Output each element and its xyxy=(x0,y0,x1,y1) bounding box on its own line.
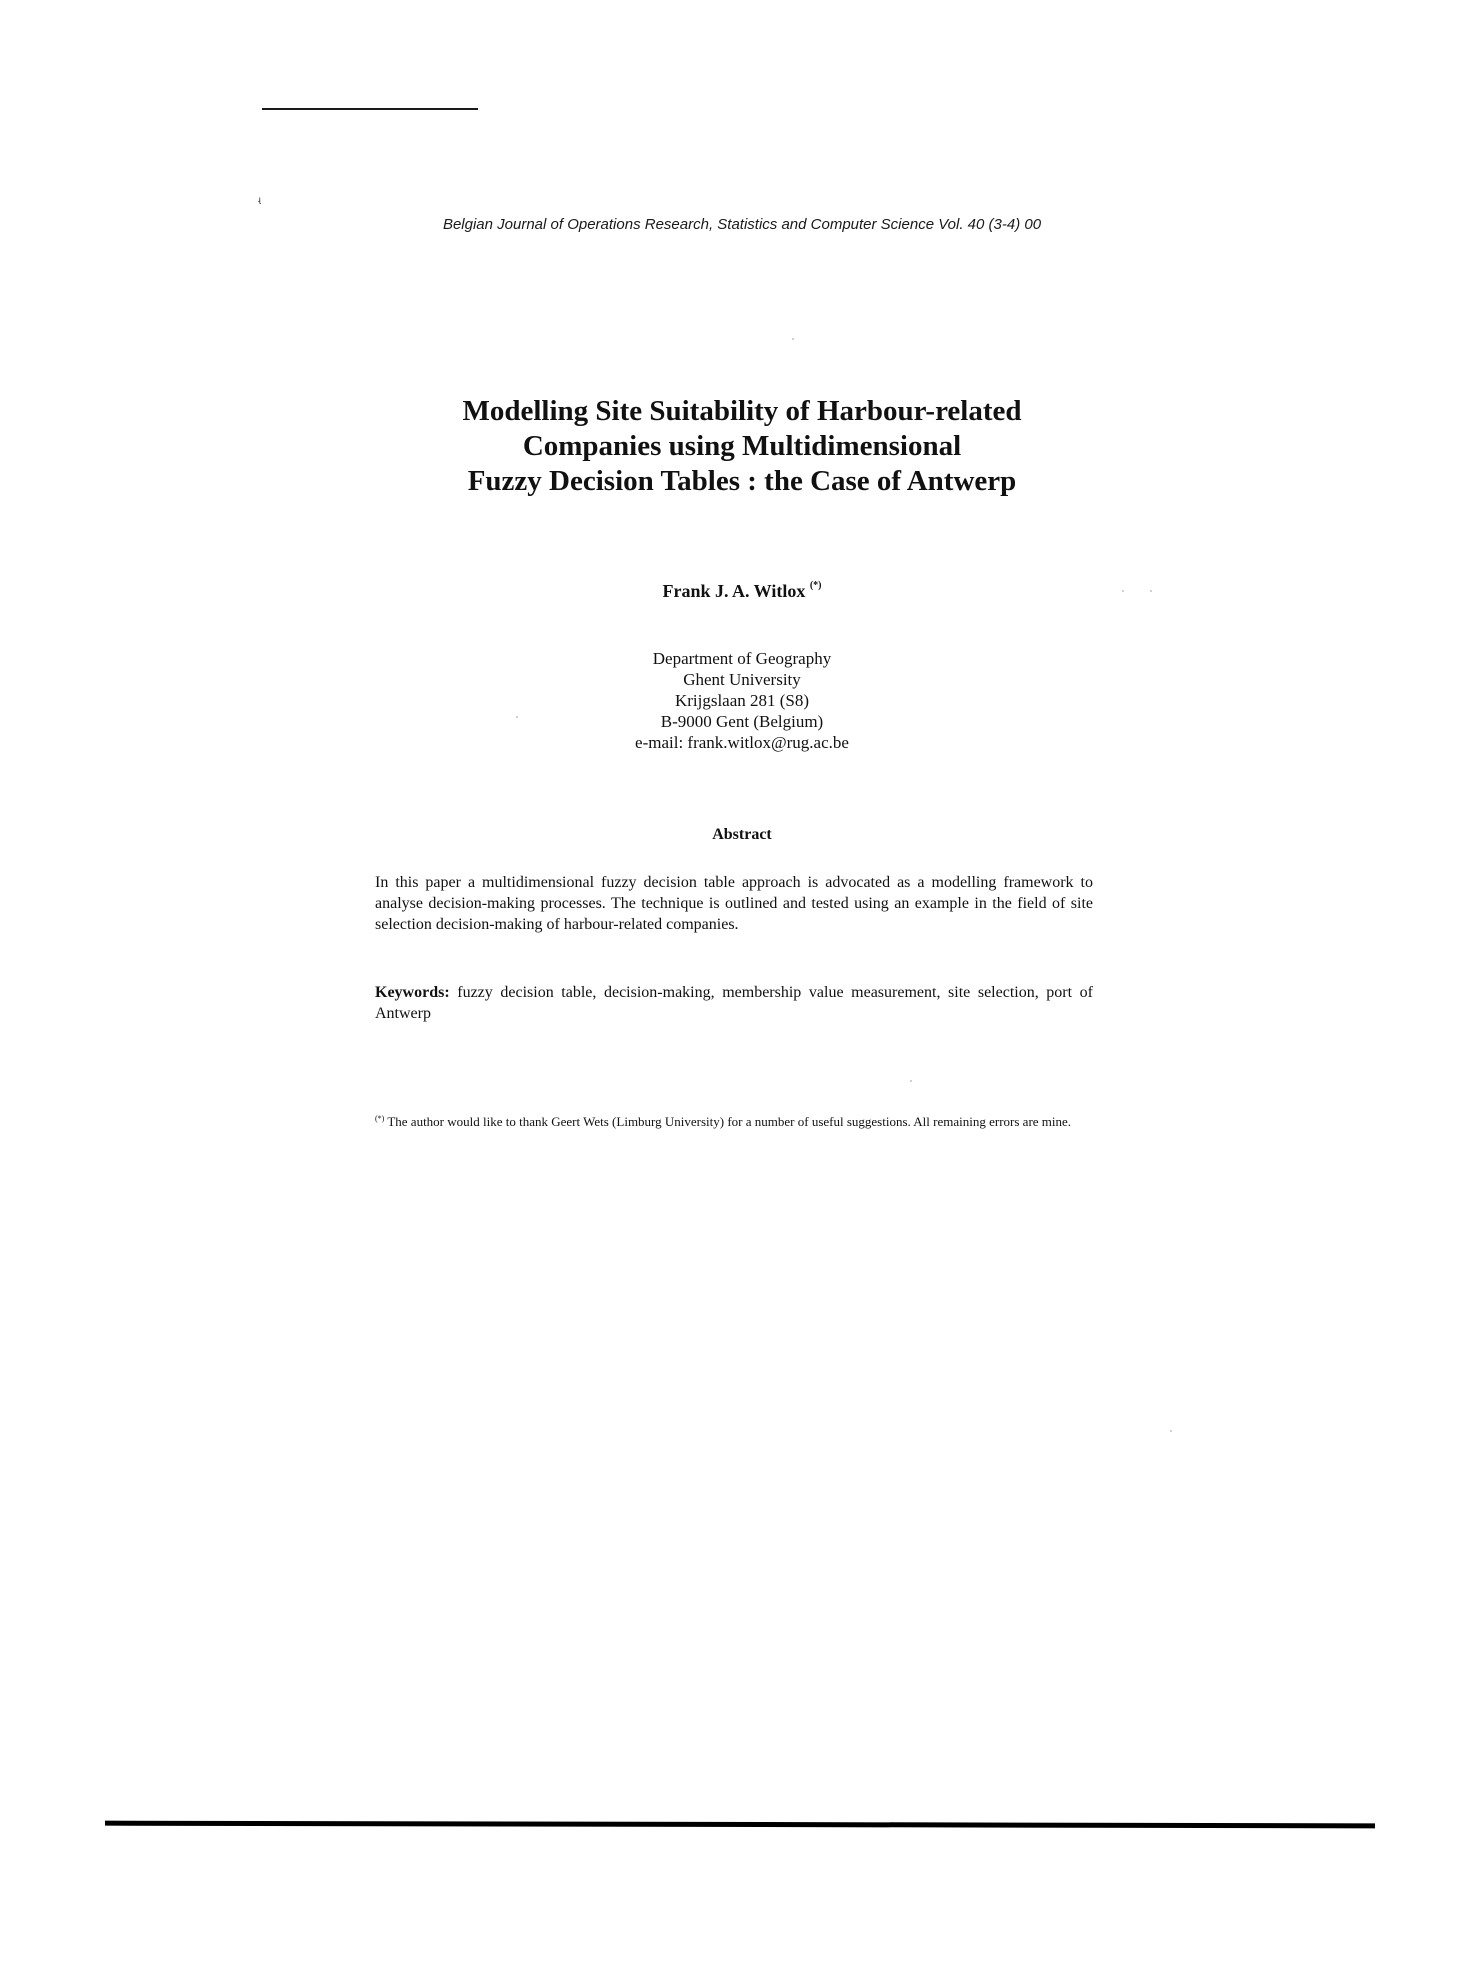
keywords-label: Keywords: xyxy=(375,984,450,1001)
scan-speck xyxy=(516,716,518,718)
title-line: Fuzzy Decision Tables : the Case of Antwerp xyxy=(467,465,1017,497)
affiliation-line: Department of Geography xyxy=(652,649,832,668)
footnote-mark: (*) xyxy=(375,1114,385,1123)
abstract-text: In this paper a multidimensional fuzzy decision table approach is advocated as a modelling framework to analyse decision-making processes. The technique is outlined and tested using an example in the field of site selection decision-making of harbour-related companies. xyxy=(375,874,1093,933)
scan-artifact-line xyxy=(262,108,478,110)
scan-speck xyxy=(1122,590,1124,592)
scan-speck xyxy=(1170,1430,1172,1432)
affiliation-line: Krijgslaan 281 (S8) xyxy=(674,691,810,710)
abstract-heading: Abstract xyxy=(712,826,772,843)
affiliation-email: e-mail: frank.witlox@rug.ac.be xyxy=(635,733,849,752)
author-footnote-mark: (*) xyxy=(809,580,822,591)
affiliation-line: B-9000 Gent (Belgium) xyxy=(660,712,824,731)
affiliation-line: Ghent University xyxy=(683,670,801,689)
title-line: Companies using Multidimensional xyxy=(522,430,962,462)
journal-header: Belgian Journal of Operations Research, Statistics and Computer Science Vol. 40 (3-4) 00 xyxy=(442,216,1042,233)
paper-title xyxy=(300,394,1184,499)
author-line xyxy=(300,580,1184,602)
footnote xyxy=(375,1110,1093,1131)
scan-speck xyxy=(910,1080,912,1082)
scan-speck xyxy=(792,338,794,340)
keywords xyxy=(375,982,1093,1024)
scan-artifact-mark: ʵ xyxy=(258,194,261,208)
keywords-text: fuzzy decision table, decision-making, membership value measurement, site selection, port of Antwerp xyxy=(375,984,1093,1022)
author-name: Frank J. A. Witlox xyxy=(662,581,806,601)
footnote-text: The author would like to thank Geert Wets (Limburg University) for a number of useful suggestions. All remaining errors are mine. xyxy=(387,1114,1072,1129)
author-affiliation xyxy=(300,648,1184,753)
scan-speck xyxy=(1150,590,1152,592)
bottom-rule xyxy=(105,1821,1375,1829)
title-line: Modelling Site Suitability of Harbour-related xyxy=(462,395,1022,427)
